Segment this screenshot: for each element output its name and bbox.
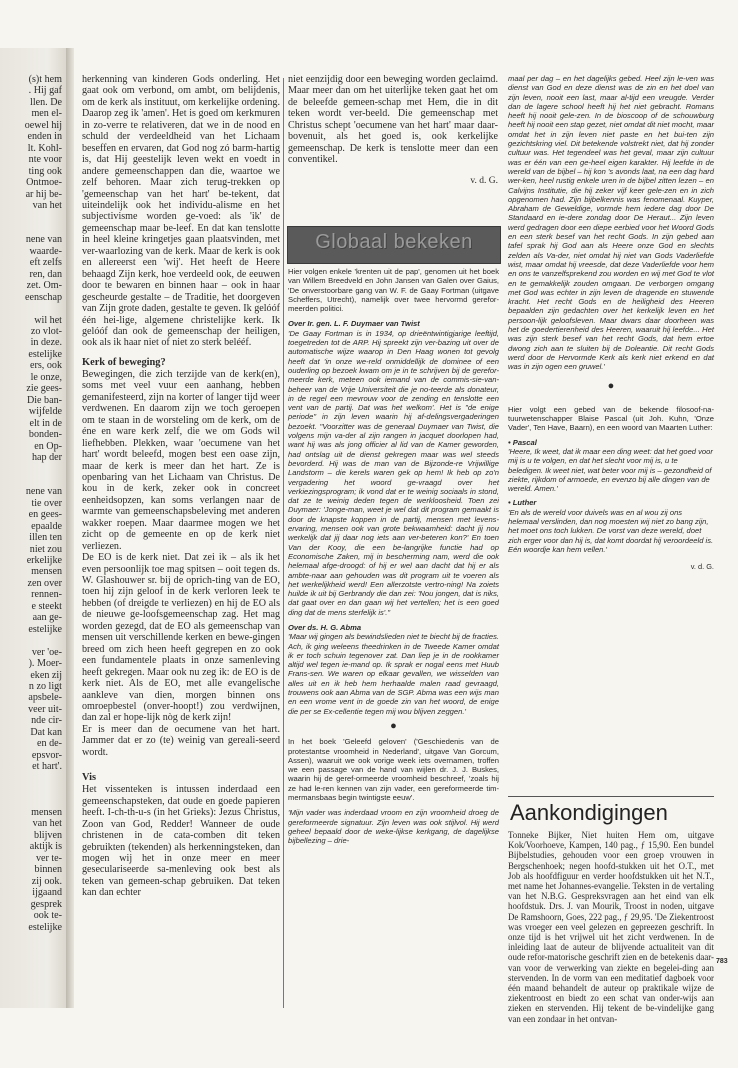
separator-dot-2: ●: [607, 379, 615, 392]
col1-paragraph-4: Er is meer dan de oecumene van het hart. Jammer dat er zo (te) weinig van gereali-seerd wordt.: [82, 723, 280, 758]
edge-line: estelijke: [28, 348, 62, 360]
edge-line: mensen: [31, 566, 62, 578]
edge-line: . Hij gaf: [28, 85, 62, 97]
quote-duymaer: 'De Gaay Fortman is in 1934, op drieëntwintigjarige leeftijd, toegetreden tot de ARP. Hij spreekt zijn ver-bazing uit over de automatische wijze waarop in Den Haag wonen tot gevolg heeft dat 'in onze we-reld onmiddellijk de dominee of een ouderling op bezoek kwam om je in te schrijven bij de gerefor-meerde kerk, meteen ook iemand van de commis-sie-van-beheer van de Vrije Universiteit die je no-teerde als donateur, in de regel een mevrouw voor de zending en tenslotte een vent van de partij. Dat was het welkom'. Het is "de enige periode" in zijn leven waarin hij af-delingsvergaderingen bezoekt. "Voorzitter was de generaal Duymaer van Twist, die volgens mijn va-der al zijn rangen in jacquet doorlopen had, want hij was als jong officier al lid van de Kamer geworden, had ontslag uit de dienst gekregen maar was wel steeds bevorderd. Hij was de man van de Bijzonde-re Vrijwillige Landstorm – die kerels waren gek op hem! Ik heb op zo'n vergadering het woord ge-vraagd over het verkiezingsprogram; ik vond dat er te weinig sociaals in stond, dat ze te weinig deden tegen de werkloosheid. Toen zei Duymaer: 'Jonge-man, weet je wel dat dit program gemaakt is door de knapste koppen in de partij, mensen met levens-ervaring, mensen ook van grote bekwaamheid: dacht jij nou werkelijk dat jij daar nog iets aan ver-beteren kon?' En toen Van der Kooy, die een be-langrijke functie had op Economische Zaken, mij in bescherming nam, werd die ook helemaal afge-droogd: of hij er wel aan dacht dat hij er als ambte-naar aan gehouden was dit program uit te voeren als het werkelijkheid werd! Een allerzotste vertro-ning! Na zoiets huilde ik uit bij Gerbrandy die dan zei: 'Nou jongen, dat is niks, dat gaat over en dan gaan wij het vertellen; het is een goed ding dat de mens sterfelijk is'.": [288, 328, 499, 617]
edge-line: apsbele-: [28, 692, 62, 704]
column-divider: [283, 78, 284, 1008]
edge-line: et hart'.: [32, 761, 62, 773]
quote-buskes: 'Mijn vader was inderdaad vroom en zijn vroomheid droeg de gereformeerde signatuur. Zijn leven was ook stijlvol. Hij werd geheel bepaald door de weke-lijkse kerkgang, de dagelijkse bijbellezing – drie-: [288, 808, 499, 846]
edge-line: [4, 635, 62, 646]
col1-paragraph-3: De EO is de kerk niet. Dat zei ik – als ik het even persoonlijk toe mag spitsen – ooit tegen ds. W. Glashouwer sr. bij de oprich-ting van de EO, toen hij zijn geloof in de kerk verloren leek te hebben (of dreigde te verliezen) en hij de EO als de nieuwe ge-loofsgemeenschap zag. Het mag worden gezegd, dat de EO als gemeenschap van mensen uit verschillende kerken en bewe-gingen breed om zich heen heeft gegrepen en zo ook een fundamentele plaats in onze samenleving heeft gekregen. Maar ook nu zeg ik: de EO is de kerk niet. Als de EO, met alle evangelische aankleve van dien, morgen binnen ons omroepbestel (onver-hoopt!) zou verdwijnen, dan zal er hope-lijk nòg de kerk zijn!: [82, 552, 280, 724]
edge-line: ). Moer-: [28, 658, 62, 670]
edge-line: en de-: [37, 738, 62, 750]
col2-book-intro: In het boek 'Geleefd geloven' ('Geschiedenis van de protestantse vroomheid in Nederland', uitgave Van Gorcum, Assen), waaruit we ook vorige week iets overnamen, troffen we een passage van de hand van wijlen dr. J. J. Buskes, waarin hij de geref-ormeerde vroomheid beschreef, 'zoals hij ze had le-ren kennen van zijn vader, een gereformeerde tim-mermansbaas begin twintigste eeuw'.: [288, 737, 499, 803]
edge-line: estelijke: [28, 623, 62, 635]
edge-line: ook te-: [33, 910, 62, 922]
edge-line: zet. Om-: [26, 280, 62, 292]
edge-line: ting ook: [28, 165, 62, 177]
column-3-top: [508, 74, 714, 794]
edge-line: [4, 475, 62, 486]
edge-line: men el-: [31, 108, 62, 120]
edge-line: illen ten: [29, 532, 62, 544]
column-1: [82, 74, 280, 1014]
edge-line: zie gees-: [26, 383, 62, 395]
edge-line: e steekt: [31, 600, 62, 612]
edge-line: tie over: [31, 497, 62, 509]
edge-line: [4, 211, 62, 222]
quote-pascal: 'Heere, Ik weet, dat ik maar een ding weet: dat het goed voor mij is u te volgen, en dat het slecht voor mij is, u te beledigen. Ik weet niet, wat beter voor mij is – gezondheid of ziekte, rijkdom of armoede, en evenzo bij alle dingen van de wereld. Amen.': [508, 446, 713, 494]
previous-page-column: [4, 74, 62, 1004]
edge-line: bonden-: [28, 429, 62, 441]
edge-line: [4, 463, 62, 474]
edge-line: zo vlot-: [30, 325, 62, 337]
column-2-top: [288, 74, 498, 214]
edge-line: en Op-: [34, 440, 62, 452]
edge-line: [4, 223, 62, 234]
edge-line: estelijke: [28, 921, 62, 933]
heading-pascal: • Pascal: [508, 437, 537, 447]
edge-line: [4, 784, 62, 795]
edge-line: zen over: [27, 577, 62, 589]
edge-line: van het: [32, 199, 62, 211]
edge-line: lt. Kohl-: [27, 142, 62, 154]
quote-abma: 'Maar wij gingen als bewindslieden niet te biecht bij de fracties. Ach, ik ging weleens theedrinken in de Tweede Kamer omdat ik er toch schuin tegenover zat. Dan liep je in de rookkamer altijd wel tegen ie-mand op. Ik sprak er nogal eens met Huub Frans-sen. We waren op elkaar gevallen, we wisselden van alles uit en ik heb hem herhaalde malen raad gevraagd, trouwens ook aan Abma van de SGP. Abma was een wijs man en een vrome vent in de goede zin van het woord, de enige die per se Ex-cellentie tegen mij wou blijven zeggen.': [288, 632, 499, 716]
edge-line: enden in: [27, 131, 62, 143]
edge-line: erkelijke: [26, 555, 62, 567]
edge-line: aktijk is: [29, 841, 62, 853]
edge-line: ren, dan: [29, 268, 62, 280]
col3-intro-pascal: Hier volgt een gebed van de bekende filosoof-na-tuurwetenschapper Blaise Pascal (uit Joh. Kuhn, 'Onze Vader', Ten Have, Baarn), en een woord van Maarten Luther:: [508, 404, 714, 433]
col1-paragraph-1: herkenning van kinderen Gods onderling. Het gaat ook om verbond, om ambt, om belijdenis, om de kerk als instituut, om kerkelijke ordening. Daarop zeg ik 'amen'. Het is goed om kerkmuren in zo-verre te relativeren, dat we in de nood en schuld der verdeeldheid van het Lichaam beseffen en ervaren, dat God nog zó barm-hartig is, dat Hij geestelijk leven wekt en voedt in andere gemeenschappen dan die, waartoe we zelf behoren. Maar zich terug-trekken op 'gemeenschap van het hart' be-tekent, dat uiteindelijk ook het individu-alisme en het subjectivisme worden ge-voed: als 'ik' de gemeenschap maar be-leef. En dat kan tenslotte in heel kleine kringetjes gaan plaatsvinden, met ver-waarlozing van de kerk. Maar de kerk is ook en allereerst een 'wij'. Het heeft de Heere behaagd Zijn kerk, hoe verdeeld ook, de eeuwen door te bewaren en binnen haar – ook in haar gescheurde gestalte – de Traditie, het doorgeven van Zijn grote daden, gestalte te geven. Ik gelóóf één hei-lige, algemene christelijke kerk. Ik gelóóf dan ook de gemeenschap der heiligen, ook als ik haar niet of niet zo sterk belééf.: [82, 74, 280, 349]
edge-line: ijgaand: [32, 887, 62, 899]
edge-line: nde cir-: [31, 715, 62, 727]
col2-paragraph-1: niet eenzijdig door een beweging worden geclaimd. Maar meer dan om het uiterlijke teken gaat het om de beleefde gemeen-schap met Hem, die in dit teken wordt ver-beeld. Die gemeenschap met Christus schept 'oecumene van het hart' maar daar-bovenuit, als het goed is, ook kerkelijke gemeenschap. De kerk is tenslotte meer dan een conventikel.: [288, 74, 498, 166]
edge-line: epaalde: [31, 520, 62, 532]
edge-line: in deze.: [30, 337, 62, 349]
edge-line: nte voor: [28, 154, 62, 166]
edge-line: eenschap: [25, 291, 62, 303]
edge-line: n zo ligt: [28, 681, 62, 693]
signature-vdg-2: v. d. G.: [690, 562, 714, 572]
edge-line: eft zelfs: [29, 257, 62, 269]
edge-line: Dat kan: [30, 726, 62, 738]
edge-line: (s)t hem: [28, 74, 62, 85]
column-2-bottom: [288, 267, 499, 1013]
edge-line: mensen: [31, 807, 62, 818]
heading-duymaer: Over Ir. gen. L. F. Duymaer van Twist: [288, 319, 420, 329]
heading-abma: Over ds. H. G. Abma: [288, 622, 362, 632]
edge-line: epsvor-: [31, 749, 62, 761]
edge-line: ver 'oe-: [31, 646, 62, 658]
edge-line: le onze,: [30, 371, 62, 383]
page-number: 783: [716, 958, 728, 965]
edge-line: eken zij: [30, 669, 62, 681]
heading-vis: Vis: [82, 772, 97, 784]
edge-line: aan ge-: [32, 612, 62, 624]
col1-paragraph-2: Bewegingen, die zich terzijde van de kerk(en), soms met veel vuur een aanhang, hebben gemanifesteerd, zijn na korter of langer tijd weer verdwenen. En daarom zijn we toch geroepen om te staan in de worsteling om de kerk, om de éne en ware kerk zelf, die we om Gods wil liefhebben. Plekken, waar 'oecumene van het hart' wordt beleefd, mogen best een oase zijn, maar de kerk is meer dan het hart. Ze is openbaring van het Lichaam van Christus. De kou in de kerk, zeker ook in concreet eenheidsopzen, kan soms verlangen naar de warmte van gemeenschapsbeleving met anderen wakker roepen. Maar daarmee mogen we het zicht op de gemeente en op de kerk niet verliezen.: [82, 368, 280, 552]
edge-line: veer uit-: [28, 703, 62, 715]
edge-line: niet zou: [29, 543, 62, 555]
edge-line: hap der: [32, 451, 62, 463]
edge-line: binnen: [34, 864, 62, 876]
aankondigingen-title: Aankondigingen: [510, 800, 668, 825]
separator-dot: ●: [390, 719, 397, 732]
edge-line: ar hij be-: [25, 188, 62, 200]
edge-line: Die ban-: [26, 394, 62, 406]
edge-line: nene van: [25, 486, 62, 498]
edge-line: waarde-: [29, 245, 62, 257]
edge-line: wil het: [34, 314, 62, 326]
quote-luther: 'En als de wereld voor duivels was en al wou zij ons helemaal verslinden, dan nog moesten wij niet zo bang zijn, het moet ons toch lukken. De vorst van deze wereld, doet zich erger voor dan hij is, dat komt doordat hij veroordeeld is. Eén woordje kan hem vellen.': [508, 507, 714, 554]
heading-kerk-of-beweging: Kerk of beweging?: [82, 356, 166, 368]
edge-line: ver te-: [35, 852, 62, 864]
edge-line: en gees-: [28, 509, 62, 521]
aankondigingen-text: [508, 830, 714, 1024]
edge-line: zij ook.: [31, 875, 62, 887]
edge-line: [4, 796, 62, 807]
edge-line: [4, 773, 62, 784]
edge-line: ers, ook: [30, 360, 62, 372]
banner-title: Globaal bekeken: [315, 231, 473, 253]
col1-paragraph-5: Het vissenteken is intussen inderdaad een gemeenschapsteken, dat oude en goede papieren heeft. I-ch-th-u-s (in het Grieks): Jezus Christus, Zoon van God, Redder! Wanneer de oude christenen in de cata-comben dit teken gebruikten (tekenden) als herkenningsteken, dan mogen wij het in onze meer en meer geseculariseerde sa-menleving ook best als teken van gemeen-schap gebruiken. Dat teken kan dan echter: [82, 784, 280, 899]
edge-line: van het: [32, 818, 62, 830]
edge-line: gesprek: [30, 898, 62, 910]
aankondigingen-rule: [508, 796, 714, 797]
col2-intro: Hier volgen enkele 'krenten uit de pap', genomen uit het boek van Willem Breedveld en John Jansen van Galen over Gaius, 'De onverstoorbare gang van W. F. de Gaay Fortman (uitgave Scheffers, Utrecht), namelijk over twee hervormd gerefor-meerden politici.: [288, 267, 499, 314]
signature-vdg: v. d. G.: [470, 175, 498, 186]
edge-line: [4, 303, 62, 314]
aankondigingen-body: Tonneke Bijker, Niet huiten Hem om, uitgave Kok/Voorhoeve, Kampen, 140 pag., ƒ 15,90. Een bundel Bijbelstudies, gehouden voor een groep vrouwen in Bergschenhoek; negen hoofd-stukken uit het O.T., met Job als hoofdfiguur en verder hoofdstukken uit het N.T., met name het Johannes-evangelie. Teksten in de vertaling van het N.B.G. Gespreksvragen aan het eind van elk hoofdstuk. Drs. J. van Mourik, Troost in noden, uitgave De Ramshoorn, Goes, 222 pag., ƒ 29,95. 'De Ziekentroost was vroeger een veel gelezen en gepreezen geschrift. In onze tijd is het vrijwel uit het zicht verdwenen. In de inleiding laat de auteur de blijvende actualiteit van dit oude refor-matorische geschrift zien en de betekenis daar-van voor de verwerking van ziekte en begelei-ding aan stervenden. In de vorm van een meditatief dagboek voor één maand behandelt de auteur op praktikale wijze de ziekentroost en biedt zo een schat van onder-wijs aan zieken en stervenden. Hij tekent de be-vindelijke gang van een zondaar in het ontvan-: [508, 830, 714, 1024]
edge-line: Ontmoe-: [26, 177, 62, 189]
quote-buskes-continued: maal per dag – en het dagelijks gebed. Heel zijn le-ven was dienst van God en deze dienst was de zin en het doel van zijn leven, nooit een last, maar al-tijd een vreugde. Verder dan de lagere school heeft hij het niet gebracht. Romans heeft hij nooit gele-zen. In de bioscoop of de schouwburg heeft hij nooit een stap gezet, niet omdat dit niet mocht, maar omdat het in zijn leven niet paste en het bui-ten zijn gezichtskring viel. Dit betekende volstrekt niet, dat hij zonder cultuur was. Het tegendeel was het geval, maar zijn cultuur was er één van een ge-heel eigen karakter. Hij leefde in de wereld van de bijbel – hij kon 's avonds laat, na een dag hard wer-ken, heel rustig enkele uren in de bijbel zitten lezen – en Calvijns Institutie, die hij zeker vijf keer gele-zen en in zich opgenomen had. Zijn bijbelkennis was fenomenaal. Kuyper, Abraham de Geweldige, vormde hem iedere dag door De Standaard en ie-dere zondag door De Heraut... Zijn leven werd gedragen door een diepe eerbied voor het Woord Gods en een sterk besef van het recht Gods. In zijn gebed aan tafel sprak hij God aan als Heere onze God en slechts zelden als Va-der, niet omdat hij niet van Gods Vaderliefde wist, maar omdat hij vreesde, dat deze Vaderliefde voor hem en ons te vanzelfsprekend zou worden en wij met God te vlot en te gemakkelijk zouden omgaan. De verborgen omgang met God was echter in zijn leven de dragende en stuwende kracht. Het recht Gods en de heiligheid des Heeren bepaalden zijn gedachten over het kerkelijk leven en het persoon-lijk geloofsleven. Maar dwars daar doorheen was het de goedertierenheid des Heeren, waaruit hij leefde... Het was zijn sterk besef van het recht Gods, dat hem ertoe dwong zich aan te sluiten bij de Doleantie. Dit recht Gods werd door de Hervormde Kerk als kerk niet erkend en dat was in zijn ogen een gruwel.': [508, 74, 714, 372]
edge-line: llen. De: [30, 96, 62, 108]
page-spine: [66, 48, 74, 1008]
edge-line: blijven: [33, 829, 62, 841]
edge-line: wijfelde: [28, 406, 62, 418]
edge-line: elt in de: [29, 417, 62, 429]
edge-line: oewel hij: [24, 119, 62, 131]
heading-luther: • Luther: [508, 498, 537, 508]
edge-line: rennen-: [31, 589, 62, 601]
globaal-bekeken-banner: [287, 226, 501, 264]
edge-line: nene van: [25, 234, 62, 246]
